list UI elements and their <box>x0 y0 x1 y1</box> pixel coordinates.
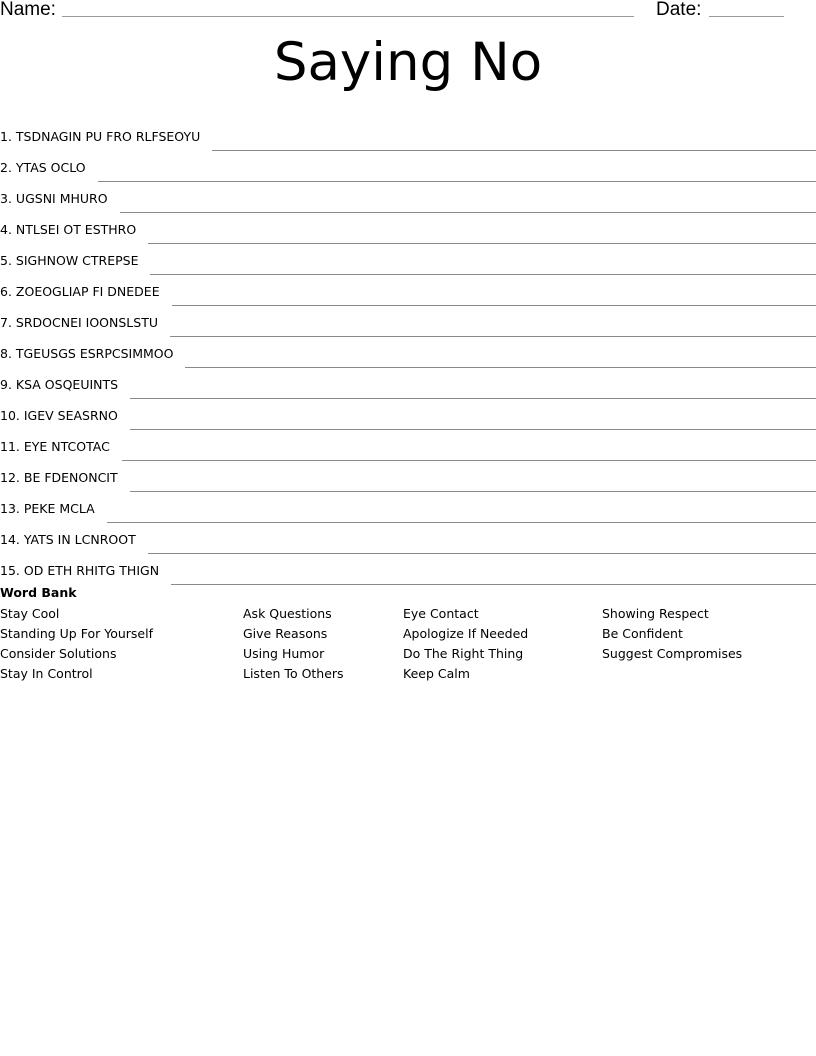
answer-line[interactable] <box>130 397 816 399</box>
date-answer-line[interactable] <box>709 16 784 17</box>
word-bank-item: Standing Up For Yourself <box>0 626 153 641</box>
answer-line[interactable] <box>107 521 816 523</box>
word-bank-grid <box>0 604 816 684</box>
word-bank <box>0 584 816 684</box>
scrambled-word: BE FDENONCIT <box>23 470 118 485</box>
answer-line[interactable] <box>172 304 816 306</box>
question-number: 2. <box>0 160 12 175</box>
answer-line[interactable] <box>98 180 816 182</box>
scrambled-word: NTLSEI OT ESTHRO <box>15 222 137 237</box>
word-bank-item: Keep Calm <box>403 666 470 681</box>
question-number: 11. <box>0 439 20 454</box>
word-bank-item: Do The Right Thing <box>403 646 524 661</box>
question-row <box>0 113 816 144</box>
date-label: Date: <box>656 0 702 20</box>
page-title: Saying No <box>273 32 543 93</box>
word-bank-item: Be Confident <box>602 626 683 641</box>
scrambled-word: KSA OSQEUINTS <box>15 377 119 392</box>
name-label: Name: <box>0 0 56 20</box>
scrambled-word: OD ETH RHITG THIGN <box>23 563 160 578</box>
word-bank-item: Eye Contact <box>403 606 479 621</box>
scrambled-word: SIGHNOW CTREPSE <box>15 253 139 268</box>
scrambled-word: YTAS OCLO <box>15 160 86 175</box>
question-number: 6. <box>0 284 12 299</box>
question-number: 10. <box>0 408 20 423</box>
answer-line[interactable] <box>185 366 816 368</box>
question-list <box>0 113 816 578</box>
word-bank-item: Stay In Control <box>0 666 93 681</box>
word-bank-item: Suggest Compromises <box>602 646 743 661</box>
question-number: 14. <box>0 532 20 547</box>
word-bank-item: Listen To Others <box>243 666 344 681</box>
header <box>0 0 816 22</box>
question-number: 7. <box>0 315 12 330</box>
answer-line[interactable] <box>212 149 816 151</box>
answer-line[interactable] <box>170 335 816 337</box>
scrambled-word: EYE NTCOTAC <box>23 439 110 454</box>
word-bank-title: Word Bank <box>0 585 77 600</box>
scrambled-word: YATS IN LCNROOT <box>23 532 136 547</box>
question-number: 15. <box>0 563 20 578</box>
word-bank-item: Consider Solutions <box>0 646 117 661</box>
question-number: 8. <box>0 346 12 361</box>
answer-line[interactable] <box>148 242 816 244</box>
word-bank-item: Using Humor <box>243 646 325 661</box>
answer-line[interactable] <box>150 273 816 275</box>
word-bank-item: Give Reasons <box>243 626 328 641</box>
question-number: 3. <box>0 191 12 206</box>
scrambled-word: SRDOCNEI IOONSLSTU <box>15 315 158 330</box>
scrambled-word: TGEUSGS ESRPCSIMMOO <box>15 346 174 361</box>
answer-line[interactable] <box>120 211 816 213</box>
scrambled-word: UGSNI MHURO <box>15 191 108 206</box>
name-answer-line[interactable] <box>62 16 634 17</box>
answer-line[interactable] <box>122 459 816 461</box>
word-bank-item: Ask Questions <box>243 606 332 621</box>
scrambled-word: IGEV SEASRNO <box>23 408 118 423</box>
word-bank-item: Apologize If Needed <box>403 626 529 641</box>
answer-line[interactable] <box>148 552 816 554</box>
answer-line[interactable] <box>130 428 816 430</box>
scrambled-word: ZOEOGLIAP FI DNEDEE <box>15 284 160 299</box>
question-number: 5. <box>0 253 12 268</box>
answer-line[interactable] <box>130 490 816 492</box>
word-bank-item: Stay Cool <box>0 606 60 621</box>
question-number: 13. <box>0 501 20 516</box>
question-number: 9. <box>0 377 12 392</box>
scrambled-word: PEKE MCLA <box>23 501 95 516</box>
question-number: 12. <box>0 470 20 485</box>
word-bank-item: Showing Respect <box>602 606 709 621</box>
scrambled-word: TSDNAGIN PU FRO RLFSEOYU <box>15 129 201 144</box>
question-number: 4. <box>0 222 12 237</box>
question-number: 1. <box>0 129 12 144</box>
